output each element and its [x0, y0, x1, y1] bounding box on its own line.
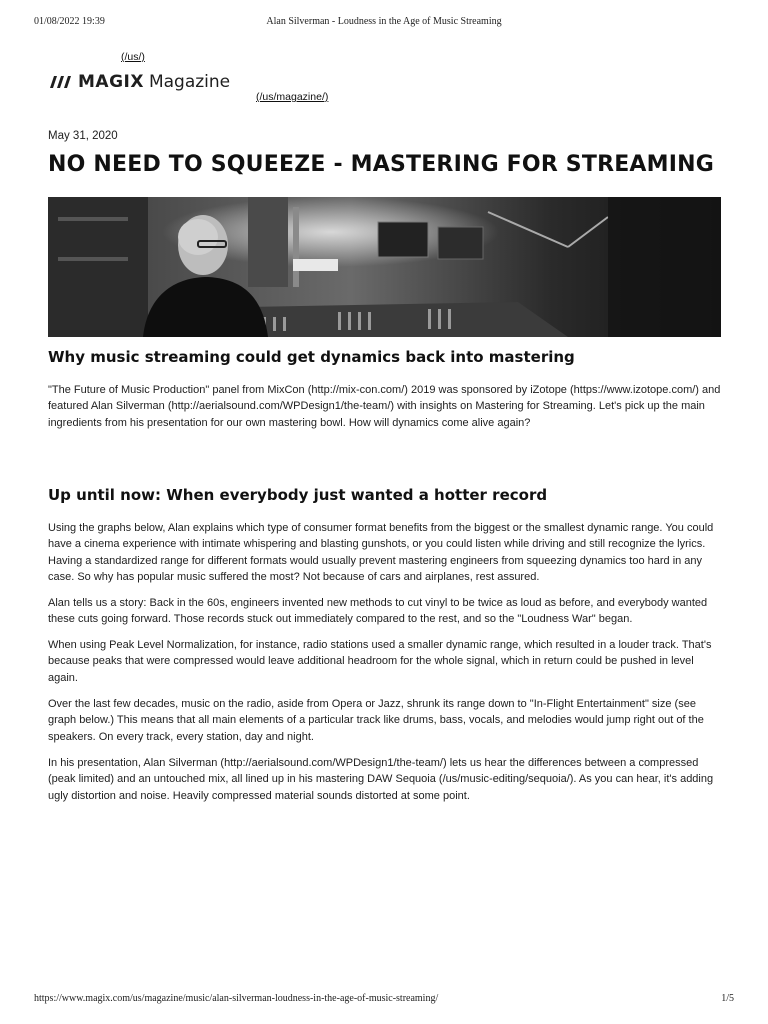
body-paragraph: Using the graphs below, Alan explains which type of consumer format benefits from the biggest or the smallest dynamic range. You could have a cinema experience with intimate whispering and blasting gunshots, or you could listen while driving and still recognize the lyrics. Having a standardized range for different formats would usually prevent mastering engineers from squeezing dynamics too hard in any case. So why has popular music suffered the most? Not because of cars and airplanes, rest assured.: [48, 522, 714, 583]
logo-product: Magazine: [148, 72, 231, 92]
magazine-home-link[interactable]: (/us/magazine/): [256, 91, 329, 103]
studio-photo: [48, 197, 721, 337]
print-url: https://www.magix.com/us/magazine/music/alan-silverman-loudness-in-the-age-of-music-streaming/: [34, 993, 439, 1004]
hero-image: [48, 197, 721, 337]
print-footer: [34, 993, 734, 1007]
print-doc-title: Alan Silverman - Loudness in the Age of Music Streaming: [266, 16, 502, 27]
article-title: NO NEED TO SQUEEZE - MASTERING FOR STREAMING: [48, 152, 715, 177]
logo-brand: MAGIX: [78, 72, 144, 92]
body-paragraph: When using Peak Level Normalization, for instance, radio stations used a smaller dynamic range, which resulted in a louder track. That's because peaks that were compressed would leave additional headroom for the whole signal, which in return could be pushed in level again.: [48, 639, 712, 684]
magix-logo[interactable]: [50, 71, 230, 93]
body-paragraph: Alan tells us a story: Back in the 60s, engineers invented new methods to cut vinyl to be twice as loud as before, and everybody wanted these cuts going forward. Those records stuck out immediately compared to the rest, and so the "Loudness War" began.: [48, 597, 708, 626]
article-subtitle: Why music streaming could get dynamics back into mastering: [48, 348, 575, 366]
print-header: [34, 16, 734, 30]
article-date: May 31, 2020: [48, 130, 118, 142]
section-heading: Up until now: When everybody just wanted a hotter record: [48, 486, 548, 504]
body-paragraph: In his presentation, Alan Silverman (http://aerialsound.com/WPDesign1/the-team/) lets us hear the differences between a compressed (peak limited) and an untouched mix, all lined up in his mastering DAW Sequoia (/us/music-editing/sequoia/). As you can hear, it's adding ugly distortion and noise. Heavily compressed material sounds distorted at some point.: [48, 757, 714, 802]
print-page-number: 1/5: [721, 993, 734, 1004]
logo-home-link[interactable]: (/us/): [121, 51, 145, 63]
body-paragraph: Over the last few decades, music on the radio, aside from Opera or Jazz, shrunk its range down to "In-Flight Entertainment" size (see graph below.) This means that all main elements of a particular track like drums, bass, vocals, and melodies would jump right out of the speakers. On every track, every station, day and night.: [48, 698, 704, 743]
print-datetime: 01/08/2022 19:39: [34, 16, 105, 27]
magix-slashes-icon: [50, 74, 72, 90]
intro-paragraph: "The Future of Music Production" panel from MixCon (http://mix-con.com/) 2019 was sponsored by iZotope (https://www.izotope.com/) and featured Alan Silverman (http://aerialsound.com/WPDesign1/the-team/) with insights on Mastering for Streaming. Let's pick up the main ingredients from his presentation for our own mastering bowl. How will dynamics come alive again?: [48, 384, 721, 429]
